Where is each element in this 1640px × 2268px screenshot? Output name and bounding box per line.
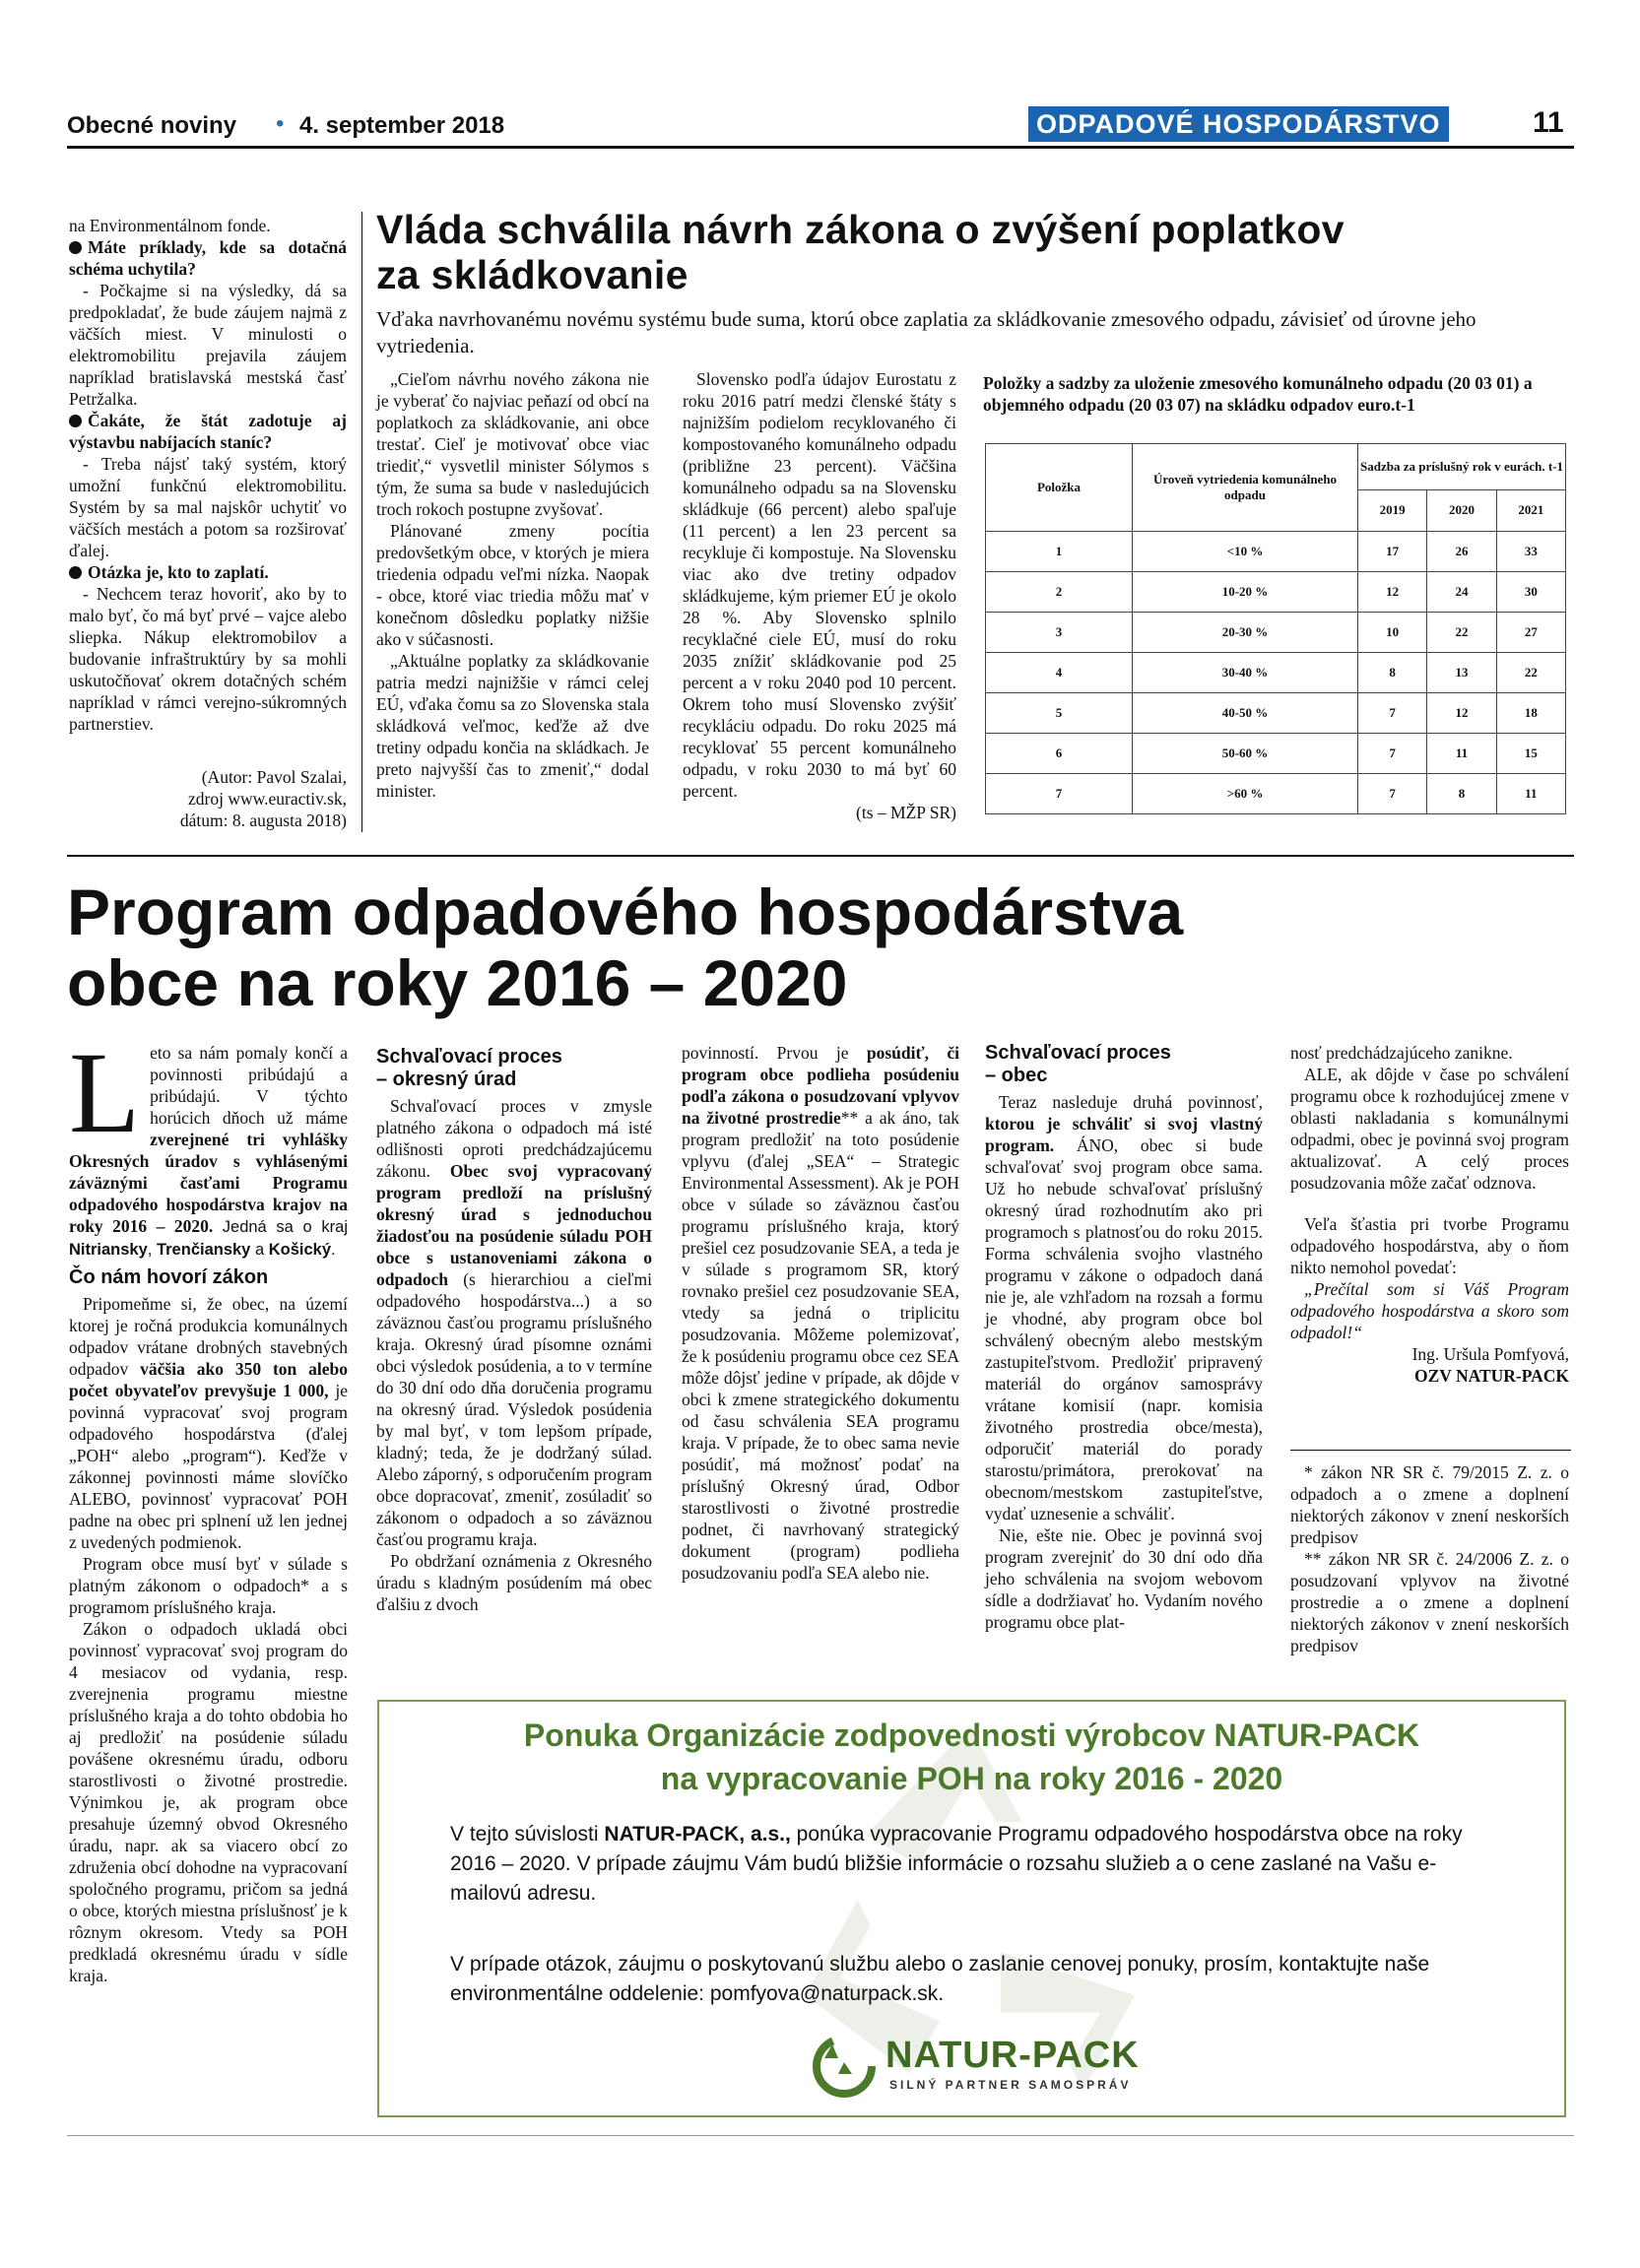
interview-question xyxy=(69,410,347,453)
article2-column5 xyxy=(1290,1042,1569,1387)
article1-column1 xyxy=(376,368,649,802)
rate-2019: 12 xyxy=(1358,572,1427,613)
level-cell: 10-20 % xyxy=(1133,572,1358,613)
fee-table xyxy=(985,443,1566,814)
interview-answer: - Treba nájsť taký systém, ktorý umožní funkčnú elektromobilitu. Systém by sa mal najskôr uchytiť vo väčších mestách a potom sa rozširovať ďalej. xyxy=(69,454,347,560)
article1-column2 xyxy=(683,368,956,823)
kraj-end: . xyxy=(331,1241,336,1259)
ad-p1c: ponúka vypracovanie Programu odpadového hospodárstva obce na roky 2016 – 2020. V prípade záujmu Vám budú bližšie informácie o rozsahu služieb a o cene zaslané na Vašu e-mailovú adresu. xyxy=(450,1823,1463,1905)
kraj-trenciansky: Trenčiansky xyxy=(156,1241,251,1259)
lead-text: eto sa nám pomaly končí a povinnosti pribúdajú a pribúdajú. V týchto horúcich dňoch už máme xyxy=(150,1043,348,1128)
rate-2020: 22 xyxy=(1427,613,1496,653)
interview-question xyxy=(69,561,347,583)
rate-2020: 12 xyxy=(1427,693,1496,734)
table-row xyxy=(986,532,1566,572)
kraj-nitriansky: Nitriansky xyxy=(69,1241,148,1259)
item-cell: 2 xyxy=(986,572,1133,613)
question-text: Máte príklady, kde sa dotačná schéma uchytila? xyxy=(69,237,347,279)
kraj-sep2: a xyxy=(250,1241,269,1259)
item-cell: 5 xyxy=(986,693,1133,734)
c1p1a: Pripomeňme si, že obec, na území ktorej je ročná produkcia komunálnych odpadov vrátane drobných stavebných odpadov xyxy=(69,1294,348,1379)
column-divider xyxy=(361,212,362,832)
ad-paragraph2: V prípade otázok, záujmu o poskytovanú službu alebo o zaslanie cenovej ponuky, prosím, kontaktujte naše environmentálne oddelenie: pomfyova@naturpack.sk. xyxy=(450,1953,1430,2005)
level-cell: 50-60 % xyxy=(1133,734,1358,774)
previous-article-column xyxy=(69,215,347,735)
paper-name: Obecné noviny xyxy=(67,112,237,139)
date-line: dátum: 8. augusta 2018) xyxy=(179,810,347,830)
article1-title-line1: Vláda schválila návrh zákona o zvýšení poplatkov xyxy=(376,207,1345,252)
issue-date: 4. september 2018 xyxy=(299,112,505,139)
article2-c4-p2: Nie, ešte nie. Obec je povinná svoj program zverejniť do 30 dní odo dňa jeho schválenia na svojom webovom sídle a dodržiavať ho. Vydaním nového programu obce plat- xyxy=(985,1525,1263,1632)
rate-2021: 30 xyxy=(1496,572,1565,613)
article2-title xyxy=(67,876,1574,1018)
table-row xyxy=(986,734,1566,774)
kraj-sep1: , xyxy=(147,1241,157,1259)
rate-2020: 24 xyxy=(1427,572,1496,613)
rate-2019: 7 xyxy=(1358,734,1427,774)
section-label: ODPADOVÉ HOSPODÁRSTVO xyxy=(1028,106,1449,142)
logo-tagline: SILNÝ PARTNER SAMOSPRÁV xyxy=(889,2078,1132,2092)
page-header xyxy=(67,106,1574,144)
fee-table-caption: Položky a sadzby za uloženie zmesového komunálneho odpadu (20 03 01) a objemného odpadu (20 03 07) na skládku odpadov euro.t-1 xyxy=(983,373,1533,415)
article2-c1-p3: Zákon o odpadoch ukladá obci povinnosť vypracovať svoj program do 4 mesiacov od vydania, resp. zverejnenia programu miestne príslušného kraja a do tohto obdobia ho aj predložiť na posúdenie súladu povášene okresnému úradu, odboru starostlivosti o životné prostredie. Výnimkou je, ak program obce presahuje územný obvod Okresného úradu, napr. ak sa viacero obcí zo združenia obcí dohodne na vypracovaní spoločného programu, pričom sa jedná o obce, ktorých miestna príslušnosť je k rôznym okresom. Vtedy sa POH predkladá okresnému úradu v sídle kraja. xyxy=(69,1619,348,1985)
interview-answer: - Nechcem teraz hovoriť, ako by to malo byť, čo má byť prvé – vajce alebo sliepka. Nákup elektromobilov a budovanie infraštruktúry by sa mohli uskutočňovať okrem dotačných schém napríklad v rámci verejno-súkromných partnerstiev. xyxy=(69,584,347,734)
level-cell: >60 % xyxy=(1133,774,1358,814)
subhead-municipality xyxy=(985,1042,1263,1087)
year-2020: 2020 xyxy=(1427,489,1496,531)
bullet-dot-icon xyxy=(69,566,82,579)
article2-column1 xyxy=(69,1028,349,1986)
level-cell: <10 % xyxy=(1133,532,1358,572)
section-divider xyxy=(67,855,1574,857)
previous-article-author xyxy=(69,766,347,831)
lead-bold: zverejnené tri vyhlášky Okresných úradov s vyhlásenými záväznými časťami Programu odpadového hospodárstva krajov na roky 2016 – 2020. xyxy=(69,1130,348,1236)
article2-lead xyxy=(69,1028,349,1261)
c3p1b: posúdiť, či program obce podlieha posúdeniu podľa zákona o posudzovaní vplyvov na životné prostredie xyxy=(682,1043,959,1128)
rate-2019: 7 xyxy=(1358,774,1427,814)
rate-2019: 10 xyxy=(1358,613,1427,653)
c2p1a: Schvaľovací proces v zmysle platného zákona o odpadoch má isté odlišnosti oproti predchádzajúcemu zákonu. xyxy=(376,1096,652,1181)
level-cell: 40-50 % xyxy=(1133,693,1358,734)
article2-title-line1: Program odpadového hospodárstva xyxy=(67,875,1184,948)
ad-p1a: V tejto súvislosti xyxy=(450,1823,599,1846)
rate-2020: 13 xyxy=(1427,653,1496,693)
subhead-municipality-line1: Schvaľovací proces xyxy=(985,1042,1171,1064)
interview-answer: - Počkajme si na výsledky, dá sa predpokladať, že bude záujem najmä z väčších miest. V minulosti o elektromobilitu prejavila záujem napríklad bratislavská mestská časť Petržalka. xyxy=(69,281,347,409)
header-rule xyxy=(67,146,1574,149)
article2-c4-p1 xyxy=(985,1091,1263,1524)
article2-c5-p1: nosť predchádzajúceho zanikne. xyxy=(1290,1043,1513,1063)
c2p1c: (s hierarchiou a cieľmi odpadového hospodárstva...) a so záväznou časťou programu príslušného kraja. Okresný úrad písomne oznámi obci výsledok posúdenia, a to v termíne do 30 dní odo dňa doručenia programu na okresný úrad. Výsledok posúdenia by mal byť, v tom lepšom prípade, kladný; teda, že je dodržaný súlad. Alebo záporný, s odporučením program obce dopracovať, zmeniť, zosúladiť so zákonom o odpadoch a so záväznou časťou programu kraja. xyxy=(376,1269,652,1549)
c4p1c: ÁNO, obec si bude schvaľovať svoj program obce sama. Už ho nebude schvaľovať príslušný okresný úrad rozhodnutím ako pri programoch s platnosťou do roku 2015. Forma schválenia svojho vlastného programu v zákone o odpadoch daná nie je, ale vzhľadom na rozsah a formu je vhodné, aby program obce bol schválený obecným alebo mestským zastupiteľstvom. Predložiť pripravený materiál do orgánov samosprávy vrátane komisií (napr. komisia životného prostredia obce/mesta), odporučiť materiál do porady starostu/primátora, prerokovať na obecnom/mestskom zastupiteľstve, vydať uznesenie a schváliť. xyxy=(985,1135,1264,1523)
article1-lead: Vďaka navrhovanému novému systému bude suma, ktorú obce zaplatia za skládkovanie zmesového odpadu, závisieť od úrovne jeho vytriedenia. xyxy=(376,307,1476,357)
item-cell: 6 xyxy=(986,734,1133,774)
article2-title-line2: obce na roky 2016 – 2020 xyxy=(67,946,848,1019)
article1-c1-p1: „Cieľom návrhu nového zákona nie je vyberať čo najviac peňazí od obcí na poplatkoch za skládkovanie, ani obce trestať. Cieľ je motivovať obce viac triediť,“ vysvetlil minister Sólymos s tým, že suma sa bude v nasledujúcich troch rokoch postupne zvyšovať. xyxy=(376,369,649,519)
c4p1a: Teraz nasleduje druhá povinnosť, xyxy=(999,1092,1263,1112)
header-item: Položka xyxy=(986,444,1133,532)
article1-c2-p1: Slovensko podľa údajov Eurostatu z roku 2016 patrí medzi členské štáty s najnižším podielom recyklovaného či kompostovaného komunálneho odpadu (približne 23 percent). Väčšina komunálneho odpadu sa na Slovensku skládkuje (66 percent) alebo spaľuje (11 percent) a len 23 percent sa recykluje či kompostuje. Na Slovensku viac ako dve tretiny odpadov skládkujeme, kým priemer EÚ je okolo 28 %. Aby Slovensko splnilo recyklačné ciele EÚ, musí do roku 2035 znížiť skládkovanie pod 25 percent a v roku 2040 pod 10 percent. Okrem toho musí Slovensko zvýšiť recykláciu odpadu. Do roku 2025 má recyklovať 55 percent komunálneho odpadu, v roku 2030 to má byť 60 percent. xyxy=(683,369,956,801)
subhead-district xyxy=(376,1046,652,1091)
c2p1b: Obec svoj vypracovaný program predloží na príslušný okresný úrad s jednoduchou žiadosťou na posúdenie súladu POH obce s ustanoveniami zákona o odpadoch xyxy=(376,1161,652,1289)
interview-question xyxy=(69,236,347,280)
naturpack-logo xyxy=(813,2031,1148,2102)
rate-2021: 33 xyxy=(1496,532,1565,572)
ad-title-line1: Ponuka Organizácie zodpovednosti výrobcov NATUR-PACK xyxy=(523,1717,1420,1753)
rate-2020: 26 xyxy=(1427,532,1496,572)
footer-rule xyxy=(67,2135,1574,2136)
rate-2020: 11 xyxy=(1427,734,1496,774)
article1-title-line2: za skládkovanie xyxy=(376,252,689,297)
footnote-1: * zákon NR SR č. 79/2015 Z. z. o odpadoch a o zmene a doplnení niektorých zákonov v znení neskorších predpisov xyxy=(1290,1462,1569,1547)
question-text: Čakáte, že štát zadotuje aj výstavbu nabíjacích staníc? xyxy=(69,411,347,452)
article1-c1-p3: „Aktuálne poplatky za skládkovanie patria medzi najnižšie v rámci celej EÚ, vďaka čomu sa zo Slovenska stala skládková veľmoc, keďže až dve tretiny odpadu končia na skládkach. Je preto najvyšší čas to zmeniť,“ dodal minister. xyxy=(376,651,649,801)
subhead-law: Čo nám hovorí zákon xyxy=(69,1266,269,1288)
year-2021: 2021 xyxy=(1496,489,1565,531)
rate-2019: 8 xyxy=(1358,653,1427,693)
interview-answer: na Environmentálnom fonde. xyxy=(69,216,271,235)
footnotes xyxy=(1290,1461,1569,1656)
article1-c1-p2: Plánované zmeny pocítia predovšetkým obce, v ktorých je miera triedenia odpadu veľmi nízka. Naopak - obce, ktoré viac triedia môžu mať v konečnom dôsledku poplatky nižšie ako v súčasnosti. xyxy=(376,521,649,649)
article1-title xyxy=(376,207,1578,297)
naturpack-ad xyxy=(377,1700,1566,2117)
rate-2021: 15 xyxy=(1496,734,1565,774)
article2-column3 xyxy=(682,1042,959,1584)
item-cell: 1 xyxy=(986,532,1133,572)
ad-company: NATUR-PACK, a.s., xyxy=(604,1823,791,1846)
subhead-municipality-line2: – obec xyxy=(985,1065,1048,1086)
author-org: OZV NATUR-PACK xyxy=(1413,1366,1569,1386)
c1p1b: väčšia ako 350 ton alebo počet obyvateľov prevyšuje 1 000, xyxy=(69,1359,348,1400)
c3p1a: povinností. Prvou je xyxy=(682,1043,849,1063)
article2-column4 xyxy=(985,1042,1263,1633)
item-cell: 7 xyxy=(986,774,1133,814)
c3p1c: ** a ak áno, tak program predložiť na toto posúdenie vplyvu (ďalej „SEA“ – Strategic Environmental Assessment). Ak je POH obce v súlade so záväznou časťou programu príslušného kraja, ktorý prešiel cez posudzovanie SEA, a teda je v súlade s programom SR, ktorý rovnako prešiel cez posudzovanie SEA, vtedy sa jedná o triplicitu posudzovania. Môžeme polemizovať, že k posúdeniu programu obce cez SEA môže dôjsť jedine v prípade, ak dôjde v obci k zmene strategického dokumentu od času schválenia SEA programu kraja. V prípade, že to obec sama nevie posúdiť, má možnosť podať na príslušný Okresný úrad, Odbor starostlivosti o životné prostredie podnet, či navrhovaný strategický dokument (program) podlieha posudzovaniu podľa SEA alebo nie. xyxy=(682,1108,959,1583)
table-row xyxy=(986,774,1566,814)
ad-title-line2: na vypracovanie POH na roky 2016 - 2020 xyxy=(660,1761,1283,1796)
rate-2019: 7 xyxy=(1358,693,1427,734)
lead-tail: Jedná sa o kraj xyxy=(222,1218,349,1236)
c1p1c: je povinná vypracovať svoj program odpadového hospodárstva (ďalej „POH“ alebo „program“). Keďže v zákonnej povinnosti máme slovíčko ALEBO, povinnosť vypracovať POH padne na obec pri splnení už len jednej z uvedených podmienok. xyxy=(69,1381,348,1552)
level-cell: 20-30 % xyxy=(1133,613,1358,653)
year-2019: 2019 xyxy=(1358,489,1427,531)
article1-source: (ts – MŽP SR) xyxy=(856,803,956,822)
table-row xyxy=(986,693,1566,734)
source-line: zdroj www.euractiv.sk, xyxy=(187,789,347,809)
header-level: Úroveň vytriedenia komunálneho odpadu xyxy=(1133,444,1358,532)
table-row xyxy=(986,572,1566,613)
article2-column2 xyxy=(376,1042,652,1615)
level-cell: 30-40 % xyxy=(1133,653,1358,693)
article2-c2-p1 xyxy=(376,1095,652,1550)
page-number: 11 xyxy=(1533,106,1564,139)
ad-paragraph1 xyxy=(450,1820,1504,1909)
rate-2020: 8 xyxy=(1427,774,1496,814)
ad-title xyxy=(379,1714,1564,1800)
article2-c1-p1 xyxy=(69,1293,348,1553)
item-cell: 4 xyxy=(986,653,1133,693)
bullet-dot-icon xyxy=(69,415,82,427)
rate-2021: 18 xyxy=(1496,693,1565,734)
subhead-district-line1: Schvaľovací proces xyxy=(376,1046,562,1068)
article2-c2-p2: Po obdržaní oznámenia z Okresného úradu s kladným posúdením má obec ďalšiu z dvoch xyxy=(376,1551,652,1614)
article2-c5-p2: ALE, ak dôjde v čase po schválení programu obce k rozhodujúcej zmene v oblasti nakladania s komunálnymi odpadmi, obec je povinná svoj program aktualizovať. A celý proces posudzovania môže začať odznova. xyxy=(1290,1065,1569,1193)
c4p1b: ktorou je schváliť si svoj vlastný program. xyxy=(985,1114,1263,1155)
kraj-kosicky: Košický xyxy=(268,1241,332,1259)
footnote-rule xyxy=(1290,1450,1571,1451)
header-rate: Sadzba za príslušný rok v eurách. t-1 xyxy=(1358,444,1566,490)
item-cell: 3 xyxy=(986,613,1133,653)
article2-quote: „Prečítal som si Váš Program odpadového hospodárstva a skoro som odpadol!“ xyxy=(1290,1279,1569,1342)
bullet-dot-icon xyxy=(69,241,82,254)
author-line: (Autor: Pavol Szalai, xyxy=(201,767,347,787)
rate-2021: 22 xyxy=(1496,653,1565,693)
table-row xyxy=(986,613,1566,653)
author-name: Ing. Uršula Pomfyová, xyxy=(1411,1344,1569,1364)
header-bullet: • xyxy=(276,110,285,137)
table-row xyxy=(986,653,1566,693)
dropcap: L xyxy=(69,1028,141,1157)
rate-2021: 27 xyxy=(1496,613,1565,653)
logo-icon xyxy=(813,2035,876,2098)
footnote-2: ** zákon NR SR č. 24/2006 Z. z. o posudzovaní vplyvov na životné prostredie a o zmene a doplnení niektorých zákonov v znení neskorších predpisov xyxy=(1290,1549,1569,1655)
rate-2021: 11 xyxy=(1496,774,1565,814)
article2-c3-p1 xyxy=(682,1042,959,1584)
rate-2019: 17 xyxy=(1358,532,1427,572)
article2-c5-p3: Veľa šťastia pri tvorbe Programu odpadového hospodárstva, aby o ňom nikto nemohol povedať: xyxy=(1290,1214,1569,1277)
logo-text: NATUR-PACK xyxy=(886,2035,1140,2076)
subhead-district-line2: – okresný úrad xyxy=(376,1069,517,1090)
article2-c1-p2: Program obce musí byť v súlade s platným zákonom o odpadoch* a s programom príslušného kraja. xyxy=(69,1554,348,1617)
question-text: Otázka je, kto to zaplatí. xyxy=(88,562,269,582)
